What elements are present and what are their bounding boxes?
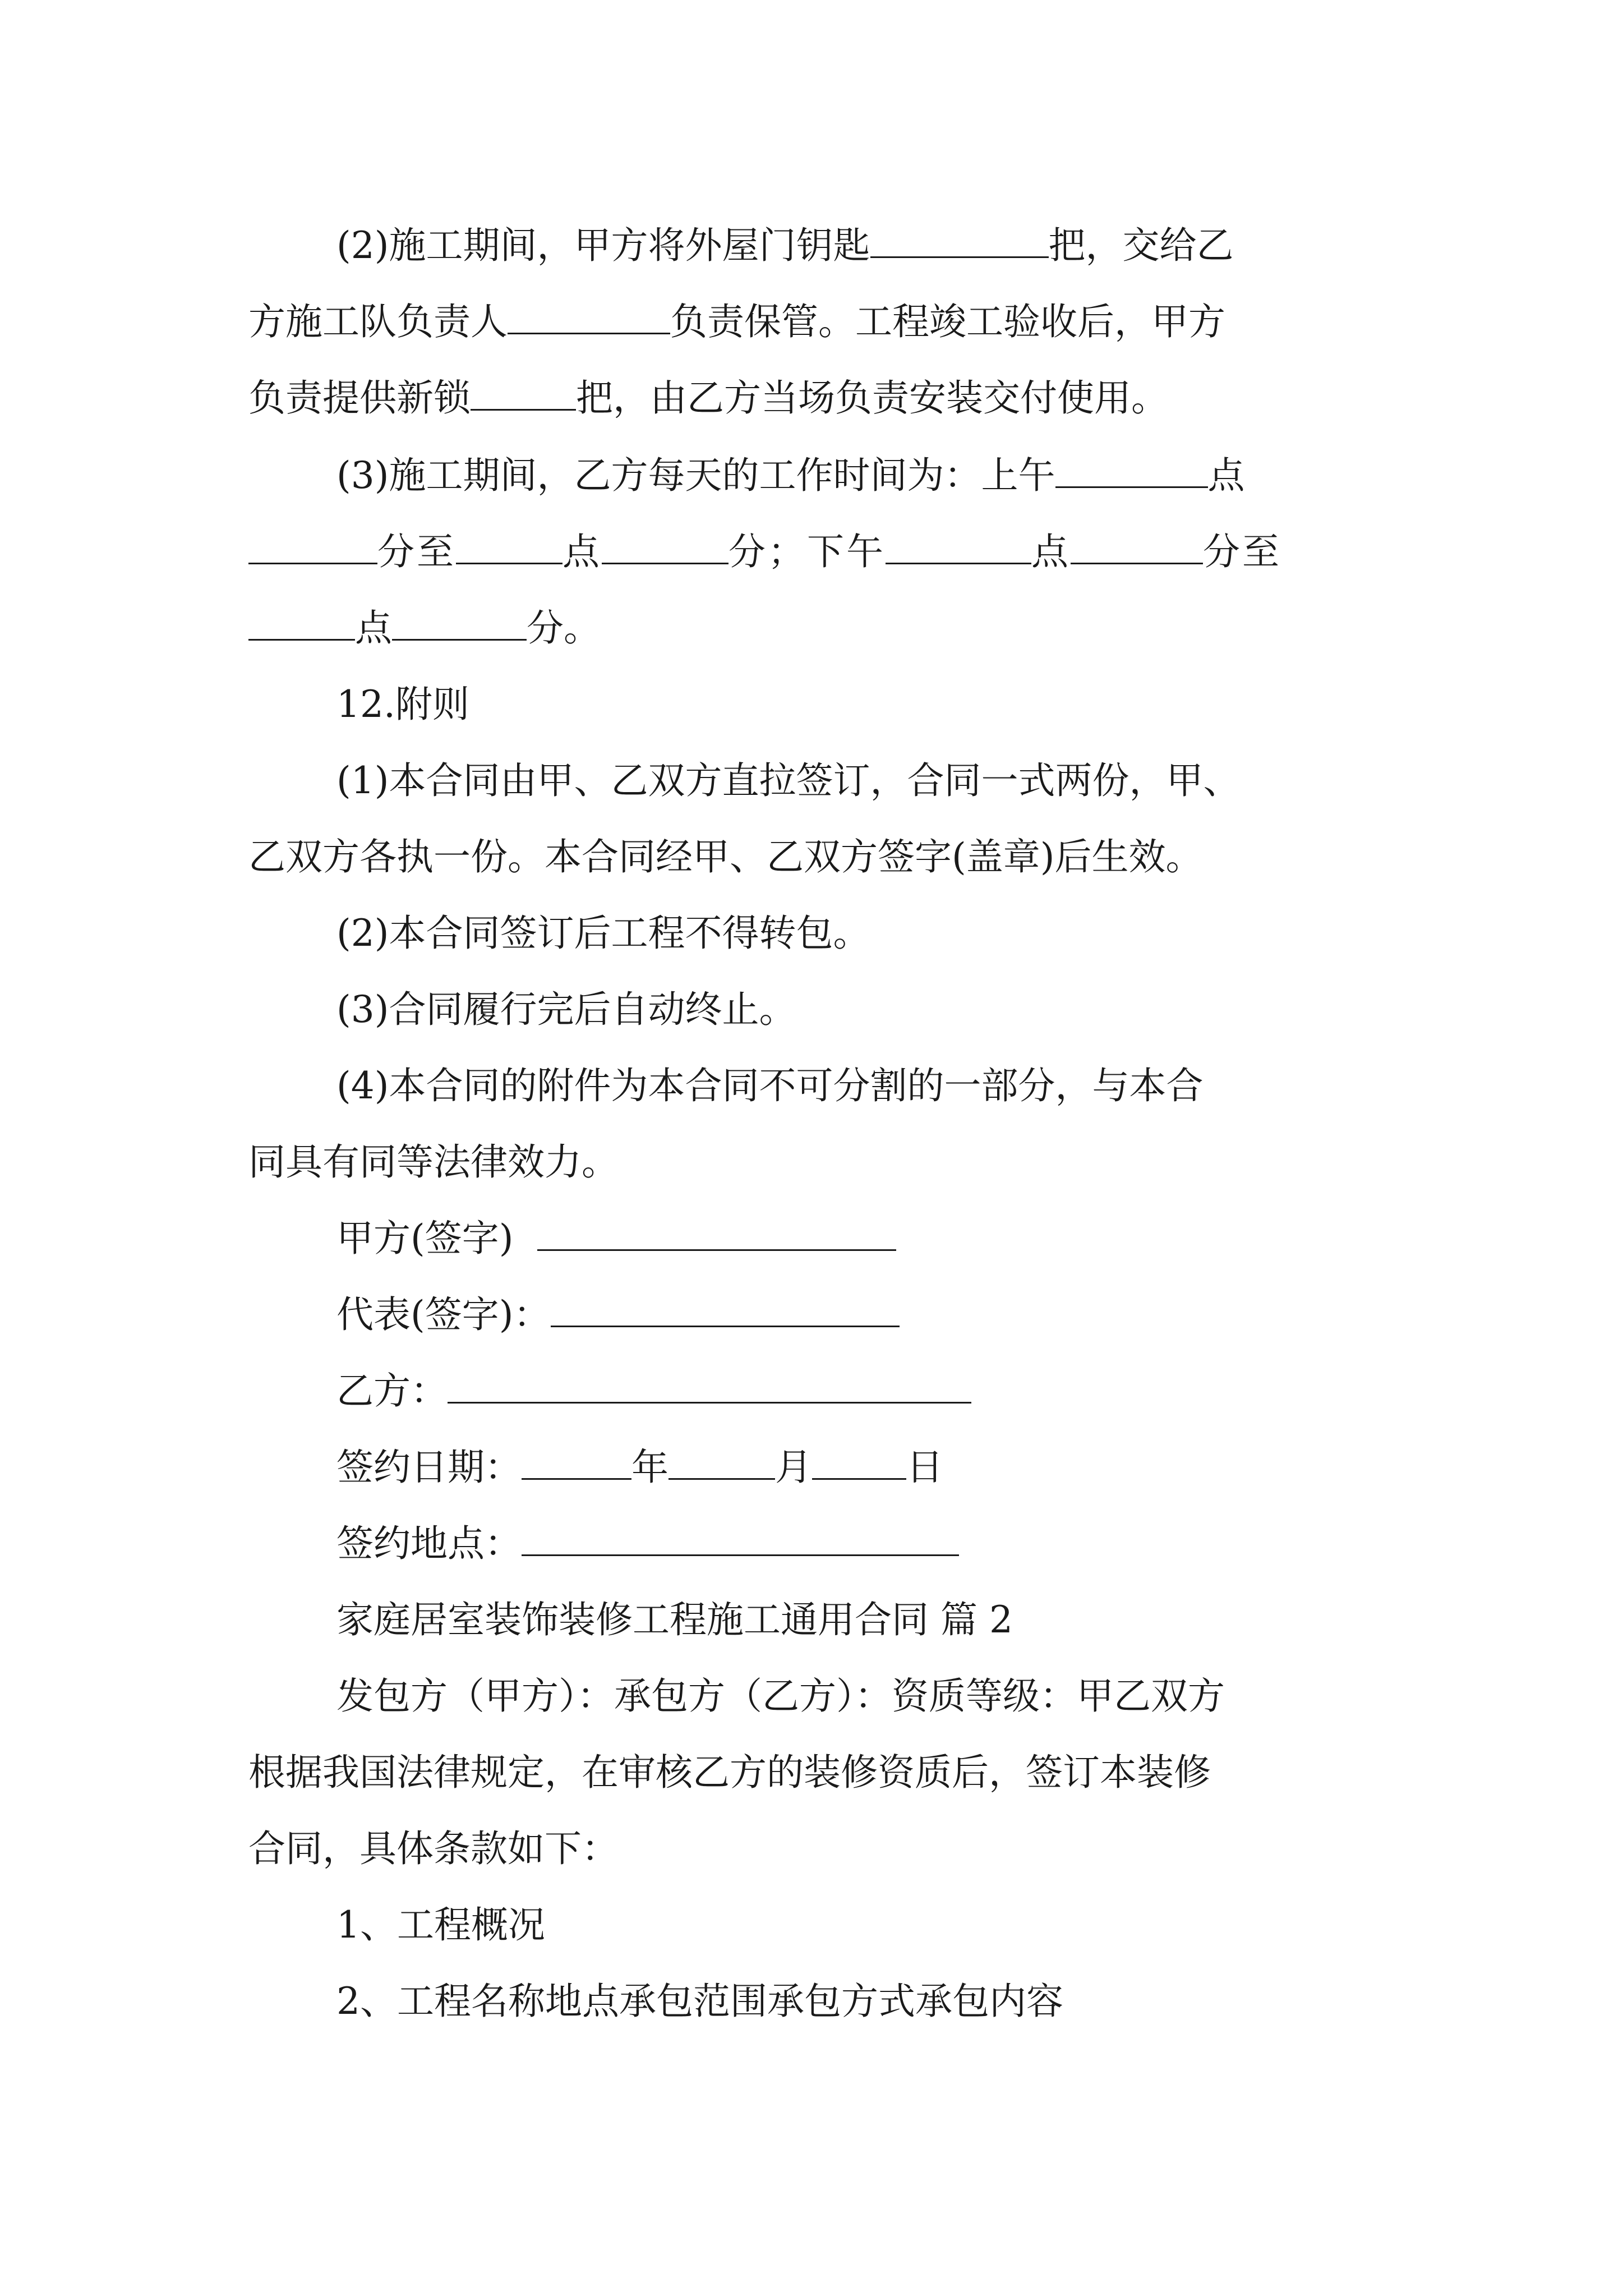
blank-am-start-min: [248, 531, 377, 564]
intro-line3: 合同，具体条款如下：: [248, 1827, 619, 1870]
section-2-title: 家庭居室装饰装修工程施工通用合同 篇 2: [336, 1598, 1013, 1641]
intro-line2: 根据我国法律规定，在审核乙方的装修资质后，签订本装修: [248, 1751, 1211, 1794]
party-b: [336, 1353, 971, 1429]
item-2: 2、工程名称地点承包范围承包方式承包内容: [336, 1980, 1063, 2023]
text: 月: [775, 1446, 812, 1489]
text: 负责保管。工程竣工验收后，甲方: [670, 300, 1225, 343]
text: 甲方(签字): [336, 1217, 514, 1260]
clause-11-3-line1: [336, 438, 1245, 514]
item-1: 1、工程概况: [336, 1903, 545, 1947]
blank-pm-end-hour: [248, 608, 355, 641]
clause-11-3-line3: [248, 590, 601, 666]
text: 点: [1031, 530, 1071, 573]
blank-team-leader: [508, 301, 670, 334]
blank-party-b: [448, 1370, 971, 1404]
text: 年: [631, 1446, 668, 1489]
text: 点: [562, 530, 602, 573]
text: 把，交给乙: [1048, 224, 1234, 267]
party-a-signature: [336, 1200, 896, 1277]
clause-12-1-line1: (1)本合同由甲、乙双方直拉签订，合同一式两份，甲、: [336, 759, 1241, 802]
text: 分至: [377, 530, 456, 573]
text: (2)施工期间，甲方将外屋门钥匙: [336, 224, 870, 267]
signing-date: [336, 1429, 943, 1506]
clause-11-2-line3: [248, 360, 1168, 436]
text: 分至: [1203, 530, 1281, 573]
blank-am-end-hour: [456, 531, 562, 564]
blank-pm-start-min: [1071, 531, 1203, 564]
text: 代表(签字)：: [336, 1293, 551, 1336]
blank-pm-end-min: [392, 608, 527, 641]
blank-place: [522, 1523, 959, 1556]
blank-day: [812, 1447, 906, 1480]
text: 日: [906, 1446, 943, 1489]
text: 点: [355, 606, 392, 650]
text: 签约日期：: [336, 1446, 522, 1489]
text: 方施工队负责人: [248, 300, 508, 343]
blank-am-start-hour: [1055, 455, 1208, 488]
blank-month: [668, 1447, 775, 1480]
clause-11-2-line2: [248, 284, 1225, 360]
text: 签约地点：: [336, 1522, 522, 1565]
section-12-title: 12.附则: [336, 683, 469, 726]
text: 负责提供新锁: [248, 376, 471, 420]
text: 点: [1207, 454, 1245, 497]
blank-am-end-min: [602, 531, 728, 564]
clause-11-2-line1: [336, 208, 1234, 284]
intro-line1: 发包方（甲方）：承包方（乙方）：资质等级：甲乙双方: [336, 1674, 1225, 1718]
blank-keys-count: [870, 225, 1049, 258]
text: (3)施工期间，乙方每天的工作时间为：上午: [336, 454, 1055, 497]
blank-party-a: [537, 1218, 896, 1251]
clause-12-4-line2: 同具有同等法律效力。: [248, 1140, 619, 1184]
text: 分。: [527, 606, 601, 650]
representative-signature: [336, 1277, 900, 1353]
blank-representative: [551, 1294, 900, 1327]
blank-year: [522, 1447, 631, 1480]
clause-12-3: (3)合同履行完后自动终止。: [336, 988, 796, 1031]
signing-place: [336, 1506, 959, 1582]
clause-11-3-line2: [248, 514, 1281, 590]
text: 把，由乙方当场负责安装交付使用。: [576, 376, 1168, 420]
text: 乙方：: [336, 1369, 448, 1412]
blank-pm-start-hour: [886, 531, 1031, 564]
clause-12-1-line2: 乙双方各执一份。本合同经甲、乙双方签字(盖章)后生效。: [248, 835, 1203, 878]
blank-new-lock-count: [471, 378, 576, 411]
clause-12-2: (2)本合同签订后工程不得转包。: [336, 912, 870, 955]
clause-12-4-line1: (4)本合同的附件为本合同不可分割的一部分，与本合: [336, 1064, 1204, 1107]
text: 分；下午: [728, 530, 886, 573]
